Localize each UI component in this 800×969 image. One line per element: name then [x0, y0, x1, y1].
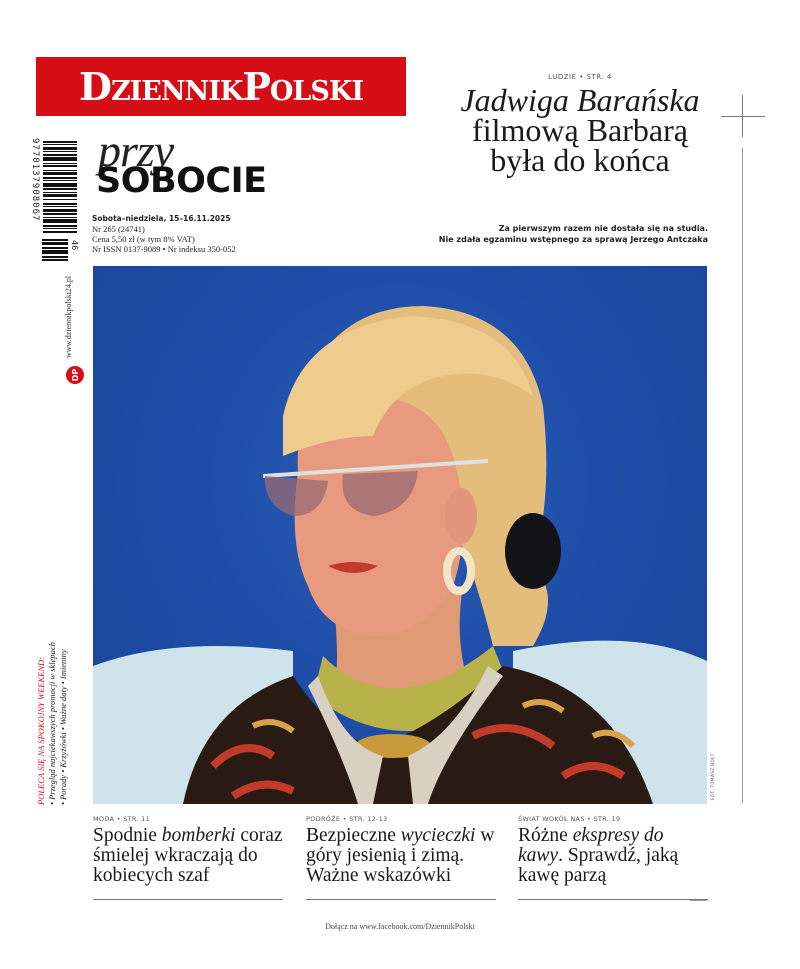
lead-subheadline — [400, 223, 708, 245]
teaser-headline-start: Spodnie — [93, 825, 162, 846]
issue-price: Cena 5,50 zł (w tym 8% VAT) — [92, 234, 195, 244]
weekend-promo-line: • Przegląd najciekawszych promocji w sklepach — [47, 642, 57, 805]
website-url: www.dziennikpolski24.pl — [64, 275, 73, 358]
teaser-headline-rest: w góry jesienią i zimą. Ważne wskazówki — [306, 825, 495, 886]
barcode-addon-digits: 46 — [70, 240, 79, 251]
crop-mark-horizontal — [721, 116, 765, 117]
barcode-addon-icon — [42, 239, 68, 261]
crop-mark-bottom — [690, 900, 707, 901]
issue-number: Nr 265 (24741) — [92, 224, 145, 234]
teaser-headline-italic: ekspresy do kawy — [518, 825, 664, 866]
crop-mark-vertical — [742, 95, 743, 137]
teaser-kicker: PODRÓŻE • STR. 12-13 — [306, 815, 388, 823]
masthead-banner — [36, 57, 406, 116]
teaser-podroze[interactable] — [306, 815, 496, 886]
teaser-divider — [518, 899, 708, 900]
weekend-promo — [36, 625, 76, 805]
teaser-divider — [306, 899, 496, 900]
teaser-headline — [306, 826, 496, 886]
teaser-divider — [93, 899, 283, 900]
supplement-sobocie: SOBOCIE — [96, 161, 267, 201]
teaser-headline-rest: coraz śmielej wkraczają do kobiecych szaf — [93, 825, 283, 886]
cover-photo — [93, 266, 707, 804]
photo-credit: FOT. TOMASZ BOŁT — [710, 753, 715, 800]
portrait-illustration-icon — [93, 266, 707, 804]
lead-headline-line2: była do końca — [490, 142, 670, 178]
masthead-title: DziennikPolski — [78, 63, 363, 109]
teaser-kicker: MODA • STR. 11 — [93, 815, 151, 823]
lead-headline — [430, 82, 730, 178]
barcode-bars-icon — [43, 141, 77, 237]
issue-info — [92, 214, 236, 254]
page-edge-line — [742, 148, 743, 803]
teaser-moda[interactable] — [93, 815, 283, 886]
issue-date: Sobota–niedziela, 15–16.11.2025 — [92, 214, 231, 223]
lead-headline-line1: filmową Barbarą — [472, 112, 688, 148]
supplement-przy: przy — [98, 125, 174, 176]
weekend-promo-title: POLECA SIĘ NA SPOKOJNY WEEKEND: — [36, 657, 46, 805]
lead-story[interactable] — [430, 73, 730, 178]
weekend-promo-line: • Porady • Krzyżówki • Ważne daty • Imieniny — [58, 649, 68, 805]
lead-sub-line1: Za pierwszym razem nie dostała się na studia. — [498, 224, 708, 233]
barcode-digits: 9770137908067 — [30, 138, 40, 222]
facebook-link[interactable]: Dołącz na www.facebook.com/DziennikPolski — [325, 922, 475, 931]
teaser-headline — [93, 826, 283, 886]
teaser-swiat[interactable] — [518, 815, 708, 886]
teaser-headline-start: Bezpieczne — [306, 825, 401, 846]
issue-issn: Nr ISSN 0137-9089 • Nr indeksu 350-052 — [92, 244, 236, 254]
dp-logo-icon: DP — [66, 366, 84, 384]
teaser-headline-start: Różne — [518, 825, 573, 846]
teaser-headline-italic: wycieczki — [400, 825, 476, 846]
teaser-headline-rest: . Sprawdź, jaką kawę parzą — [518, 845, 679, 886]
teaser-headline — [518, 826, 708, 886]
teaser-kicker: ŚWIAT WOKÓŁ NAS • STR. 19 — [518, 815, 621, 823]
lead-kicker: LUDZIE • STR. 4 — [548, 73, 612, 81]
lead-headline-name: Jadwiga Barańska — [460, 82, 700, 118]
lead-sub-line2: Nie zdała egzaminu wstępnego za sprawą Jerzego Antczaka — [438, 235, 708, 244]
teaser-headline-italic: bomberki — [161, 825, 236, 846]
